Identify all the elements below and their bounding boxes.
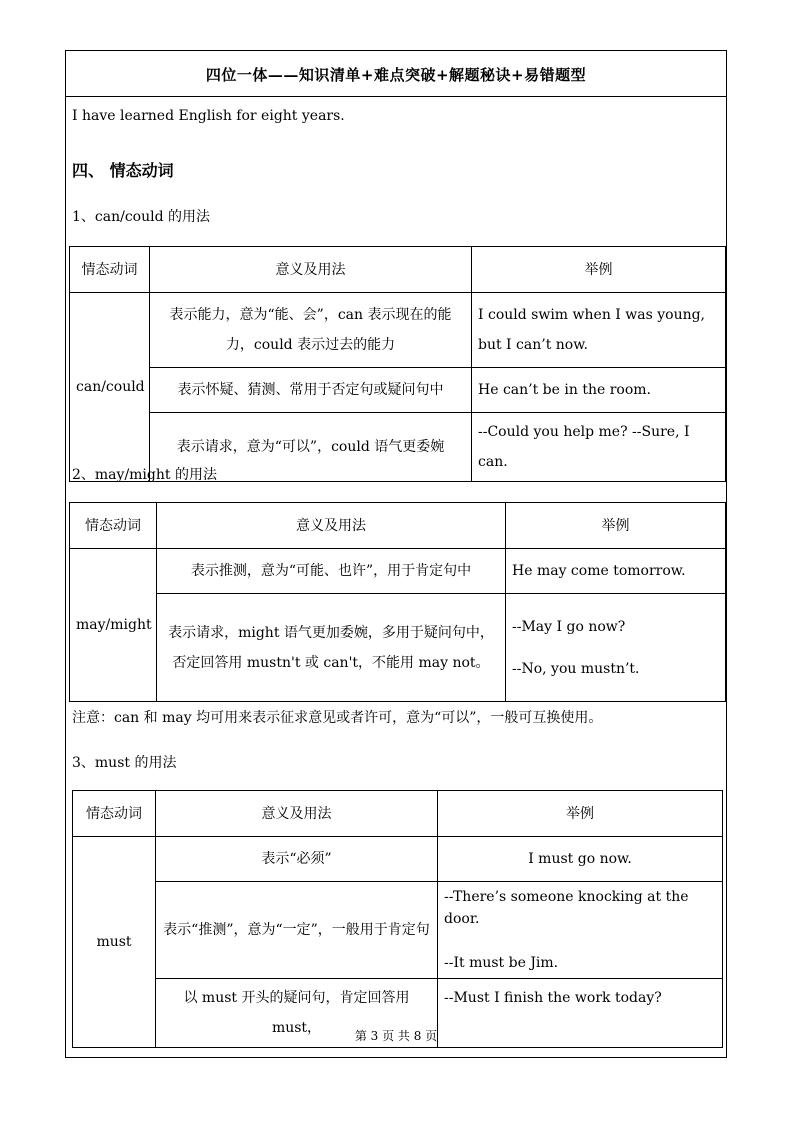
verb-cell: can/could (70, 293, 150, 482)
table-header-row (70, 503, 726, 549)
example-line: --May I go now? (512, 618, 626, 635)
header-cell-usage: 意义及用法 (150, 247, 472, 293)
page-title: 四位一体——知识清单+难点突破+解题秘诀+易错题型 (205, 66, 587, 84)
example-line: --No, you mustn’t. (512, 660, 640, 677)
table-header-row (73, 791, 723, 837)
table2-caption: 2、may/might 的用法 (72, 467, 217, 483)
can-could-table (69, 246, 726, 482)
table-row (70, 293, 726, 368)
header-top-rule (65, 50, 727, 51)
table-row (70, 368, 726, 413)
may-might-table (69, 502, 726, 702)
header-cell-example: 举例 (506, 503, 726, 549)
verb-cell: must (73, 837, 156, 1048)
example-cell (438, 882, 723, 979)
header-cell-example: 举例 (438, 791, 723, 837)
usage-cell: 表示推测，意为“可能、也许”，用于肯定句中 (157, 549, 506, 594)
usage-cell: 以 must 开头的疑问句，肯定回答用 must， (156, 979, 438, 1048)
example-line: --It must be Jim. (444, 955, 559, 971)
verb-cell: may/might (70, 549, 157, 702)
header-bottom-rule (65, 96, 727, 97)
table3-caption: 3、must 的用法 (72, 755, 177, 771)
example-cell (506, 594, 726, 702)
example-cell: I must go now. (438, 837, 723, 882)
header-cell-verb: 情态动词 (70, 247, 150, 293)
example-cell: I could swim when I was young, but I can’t now. (472, 293, 726, 368)
section-heading: 四、 情态动词 (72, 161, 174, 180)
usage-cell: 表示“必须” (156, 837, 438, 882)
usage-cell: 表示请求，意为“可以”，could 语气更委婉 (150, 413, 472, 482)
example-cell: He can’t be in the room. (472, 368, 726, 413)
table-row (70, 549, 726, 594)
table-row (73, 837, 723, 882)
example-cell: --Could you help me? --Sure, I can. (472, 413, 726, 482)
example-cell: --Must I finish the work today? (438, 979, 723, 1048)
header-cell-usage: 意义及用法 (156, 791, 438, 837)
table-header-row (70, 247, 726, 293)
header-cell-verb: 情态动词 (73, 791, 156, 837)
intro-sentence: I have learned English for eight years. (72, 108, 345, 124)
example-line: --There’s someone knocking at the door. (444, 889, 689, 927)
page-number: 第 3 页 共 8 页 (354, 1029, 438, 1043)
table-row (70, 594, 726, 702)
table1-caption: 1、can/could 的用法 (72, 209, 211, 225)
table-row (73, 882, 723, 979)
header-cell-usage: 意义及用法 (157, 503, 506, 549)
usage-cell: 表示怀疑、猜测、常用于否定句或疑问句中 (150, 368, 472, 413)
example-cell: He may come tomorrow. (506, 549, 726, 594)
note-text: 注意：can 和 may 均可用来表示征求意见或者许可，意为“可以”，一般可互换使用。 (72, 710, 603, 726)
header-cell-example: 举例 (472, 247, 726, 293)
header-cell-verb: 情态动词 (70, 503, 157, 549)
usage-cell: 表示能力，意为“能、会”，can 表示现在的能力，could 表示过去的能力 (150, 293, 472, 368)
usage-cell: 表示“推测”，意为“一定”，一般用于肯定句 (156, 882, 438, 979)
usage-cell: 表示请求，might 语气更加委婉，多用于疑问句中，否定回答用 mustn't 或 can't，不能用 may not。 (157, 594, 506, 702)
must-table (72, 790, 723, 1048)
